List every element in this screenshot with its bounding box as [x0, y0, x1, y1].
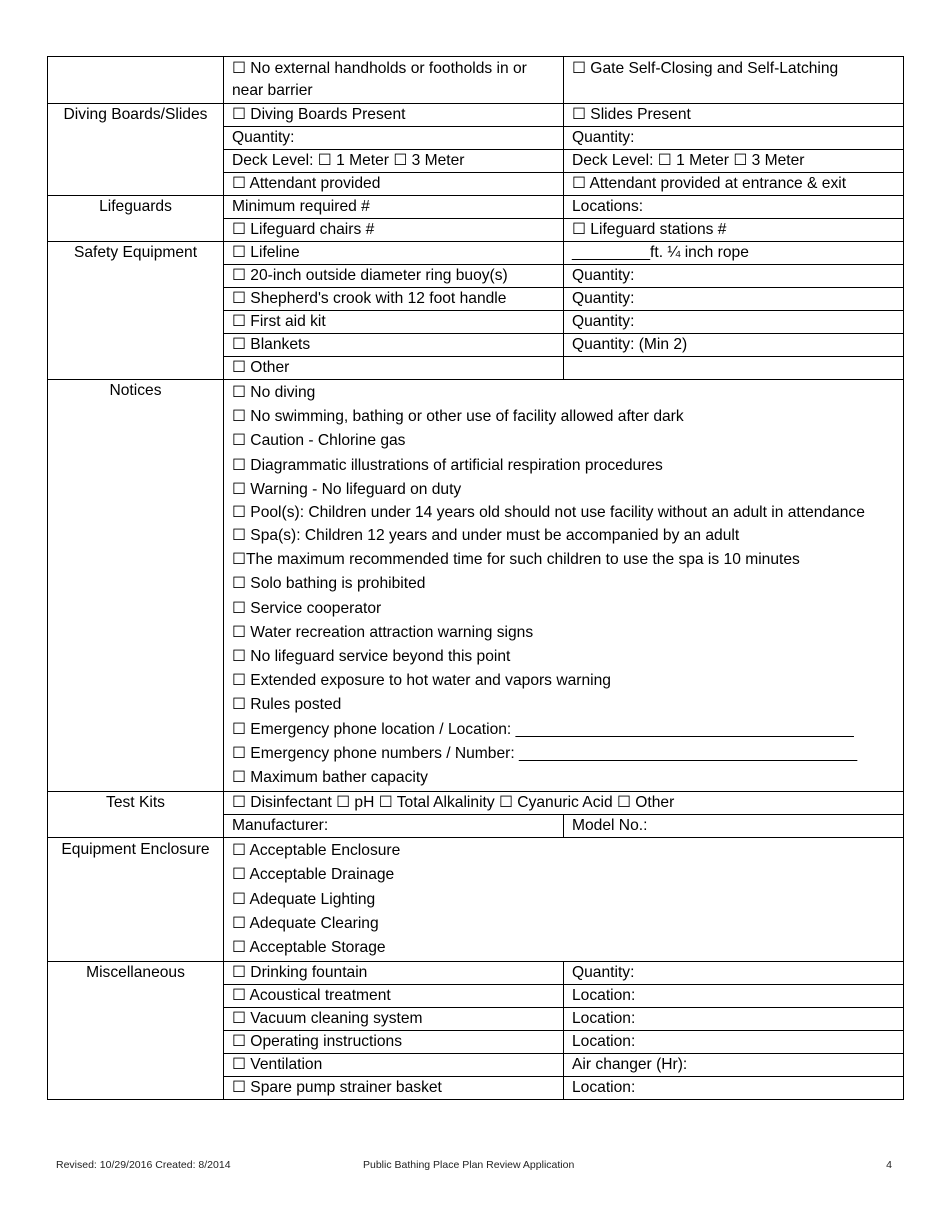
ring-buoy-quantity-field[interactable]: Quantity:: [564, 265, 904, 288]
enclosure-section-label: Equipment Enclosure: [48, 838, 224, 962]
slides-present-checkbox[interactable]: ☐ Slides Present: [564, 104, 904, 127]
operating-instructions-location-field[interactable]: Location:: [564, 1031, 904, 1054]
notice-no-swimming-after-dark-checkbox[interactable]: ☐ No swimming, bathing or other use of facility allowed after dark: [232, 408, 684, 426]
diving-row-1: [48, 104, 904, 127]
enclosure-adequate-clearing-checkbox[interactable]: ☐ Adequate Clearing: [232, 914, 379, 932]
safety-section-label: Safety Equipment: [48, 242, 224, 380]
spare-pump-basket-location-field[interactable]: Location:: [564, 1077, 904, 1100]
lifeguards-minimum-field[interactable]: Minimum required #: [224, 196, 564, 219]
footer-document-title: Public Bathing Place Plan Review Application: [363, 1159, 575, 1171]
notice-hot-water-warning-checkbox[interactable]: ☐ Extended exposure to hot water and vapors warning: [232, 672, 611, 690]
spare-pump-basket-checkbox[interactable]: ☐ Spare pump strainer basket: [224, 1077, 564, 1100]
misc-row-1: [48, 962, 904, 985]
notice-solo-bathing-checkbox[interactable]: ☐ Solo bathing is prohibited: [232, 575, 426, 593]
notice-emergency-phone-numbers-field[interactable]: ☐ Emergency phone numbers / Number: _______________________________________: [232, 744, 858, 762]
notice-service-cooperator-checkbox[interactable]: ☐ Service cooperator: [232, 599, 382, 617]
acoustical-treatment-location-field[interactable]: Location:: [564, 985, 904, 1008]
lifeguard-stations-checkbox[interactable]: ☐ Lifeguard stations #: [564, 219, 904, 242]
notice-no-lifeguard-checkbox[interactable]: ☐ Warning - No lifeguard on duty: [232, 480, 462, 498]
vacuum-cleaning-location-field[interactable]: Location:: [564, 1008, 904, 1031]
safety-other-checkbox[interactable]: ☐ Other: [224, 357, 564, 380]
misc-section-label: Miscellaneous: [48, 962, 224, 1100]
barrier-row: [48, 57, 904, 104]
diving-boards-present-checkbox[interactable]: ☐ Diving Boards Present: [224, 104, 564, 127]
enclosure-acceptable-drainage-checkbox[interactable]: ☐ Acceptable Drainage: [232, 866, 395, 884]
ring-buoy-checkbox[interactable]: ☐ 20-inch outside diameter ring buoy(s): [224, 265, 564, 288]
enclosure-adequate-lighting-checkbox[interactable]: ☐ Adequate Lighting: [232, 890, 376, 908]
lifeline-rope-length-field[interactable]: _________ft. ¼ inch rope: [564, 242, 904, 265]
notice-emergency-phone-location-field[interactable]: ☐ Emergency phone location / Location: _______________________________________: [232, 720, 854, 738]
enclosure-acceptable-storage-checkbox[interactable]: ☐ Acceptable Storage: [232, 939, 386, 957]
diving-section-label: Diving Boards/Slides: [48, 104, 224, 196]
slides-quantity-field[interactable]: Quantity:: [564, 127, 904, 150]
plan-review-form-table: [47, 56, 904, 1100]
testkits-model-field[interactable]: Model No.:: [564, 815, 904, 838]
notice-respiration-illustrations-checkbox[interactable]: ☐ Diagrammatic illustrations of artificial respiration procedures: [232, 456, 663, 474]
first-aid-kit-checkbox[interactable]: ☐ First aid kit: [224, 311, 564, 334]
testkits-options-checkboxes[interactable]: ☐ Disinfectant ☐ pH ☐ Total Alkalinity ☐ Cyanuric Acid ☐ Other: [224, 792, 904, 815]
blankets-checkbox[interactable]: ☐ Blankets: [224, 334, 564, 357]
slides-attendant-checkbox[interactable]: ☐ Attendant provided at entrance & exit: [564, 173, 904, 196]
ventilation-checkbox[interactable]: ☐ Ventilation: [224, 1054, 564, 1077]
footer-revision-date: Revised: 10/29/2016 Created: 8/2014: [56, 1159, 231, 1171]
enclosure-acceptable-enclosure-checkbox[interactable]: ☐ Acceptable Enclosure: [232, 842, 401, 860]
testkits-section-label: Test Kits: [48, 792, 224, 838]
drinking-fountain-checkbox[interactable]: ☐ Drinking fountain: [224, 962, 564, 985]
notices-row: [48, 380, 904, 792]
lifeguard-chairs-checkbox[interactable]: ☐ Lifeguard chairs #: [224, 219, 564, 242]
ventilation-air-changer-field[interactable]: Air changer (Hr):: [564, 1054, 904, 1077]
acoustical-treatment-checkbox[interactable]: ☐ Acoustical treatment: [224, 985, 564, 1008]
lifeguards-row-1: [48, 196, 904, 219]
enclosure-list: [224, 838, 904, 962]
notice-spa-children-checkbox[interactable]: ☐ Spa(s): Children 12 years and under must be accompanied by an adult: [232, 527, 740, 545]
slides-deck-level-field[interactable]: Deck Level: ☐ 1 Meter ☐ 3 Meter: [564, 150, 904, 173]
notices-section-label: Notices: [48, 380, 224, 792]
notice-chlorine-gas-checkbox[interactable]: ☐ Caution - Chlorine gas: [232, 432, 406, 450]
notice-water-attraction-warning-checkbox[interactable]: ☐ Water recreation attraction warning signs: [232, 623, 534, 641]
notice-pool-children-checkbox[interactable]: ☐ Pool(s): Children under 14 years old should not use facility without an adult in attendance: [232, 504, 865, 522]
shepherds-crook-quantity-field[interactable]: Quantity:: [564, 288, 904, 311]
operating-instructions-checkbox[interactable]: ☐ Operating instructions: [224, 1031, 564, 1054]
footer-page-number: 4: [886, 1159, 892, 1171]
lifeguards-section-label: Lifeguards: [48, 196, 224, 242]
diving-attendant-checkbox[interactable]: ☐ Attendant provided: [224, 173, 564, 196]
notice-spa-max-time-checkbox[interactable]: ☐The maximum recommended time for such children to use the spa is 10 minutes: [232, 551, 800, 569]
vacuum-cleaning-checkbox[interactable]: ☐ Vacuum cleaning system: [224, 1008, 564, 1031]
safety-row-1: [48, 242, 904, 265]
safety-other-field[interactable]: [564, 357, 904, 380]
lifeguards-locations-field[interactable]: Locations:: [564, 196, 904, 219]
notice-no-lifeguard-beyond-checkbox[interactable]: ☐ No lifeguard service beyond this point: [232, 648, 511, 666]
barrier-label-cell: [48, 57, 224, 104]
notice-rules-posted-checkbox[interactable]: ☐ Rules posted: [232, 696, 342, 714]
shepherds-crook-checkbox[interactable]: ☐ Shepherd's crook with 12 foot handle: [224, 288, 564, 311]
notices-list: [224, 380, 904, 792]
blankets-quantity-field[interactable]: Quantity: (Min 2): [564, 334, 904, 357]
testkits-manufacturer-field[interactable]: Manufacturer:: [224, 815, 564, 838]
first-aid-kit-quantity-field[interactable]: Quantity:: [564, 311, 904, 334]
notice-no-diving-checkbox[interactable]: ☐ No diving: [232, 384, 316, 401]
diving-boards-deck-level-field[interactable]: Deck Level: ☐ 1 Meter ☐ 3 Meter: [224, 150, 564, 173]
no-handholds-checkbox-item[interactable]: ☐ No external handholds or footholds in or near barrier: [224, 57, 564, 104]
diving-boards-quantity-field[interactable]: Quantity:: [224, 127, 564, 150]
testkits-row-1: [48, 792, 904, 815]
enclosure-row: [48, 838, 904, 962]
lifeline-checkbox[interactable]: ☐ Lifeline: [224, 242, 564, 265]
gate-self-closing-checkbox-item[interactable]: ☐ Gate Self-Closing and Self-Latching: [564, 57, 904, 104]
notice-max-bather-capacity-checkbox[interactable]: ☐ Maximum bather capacity: [232, 769, 428, 787]
drinking-fountain-quantity-field[interactable]: Quantity:: [564, 962, 904, 985]
